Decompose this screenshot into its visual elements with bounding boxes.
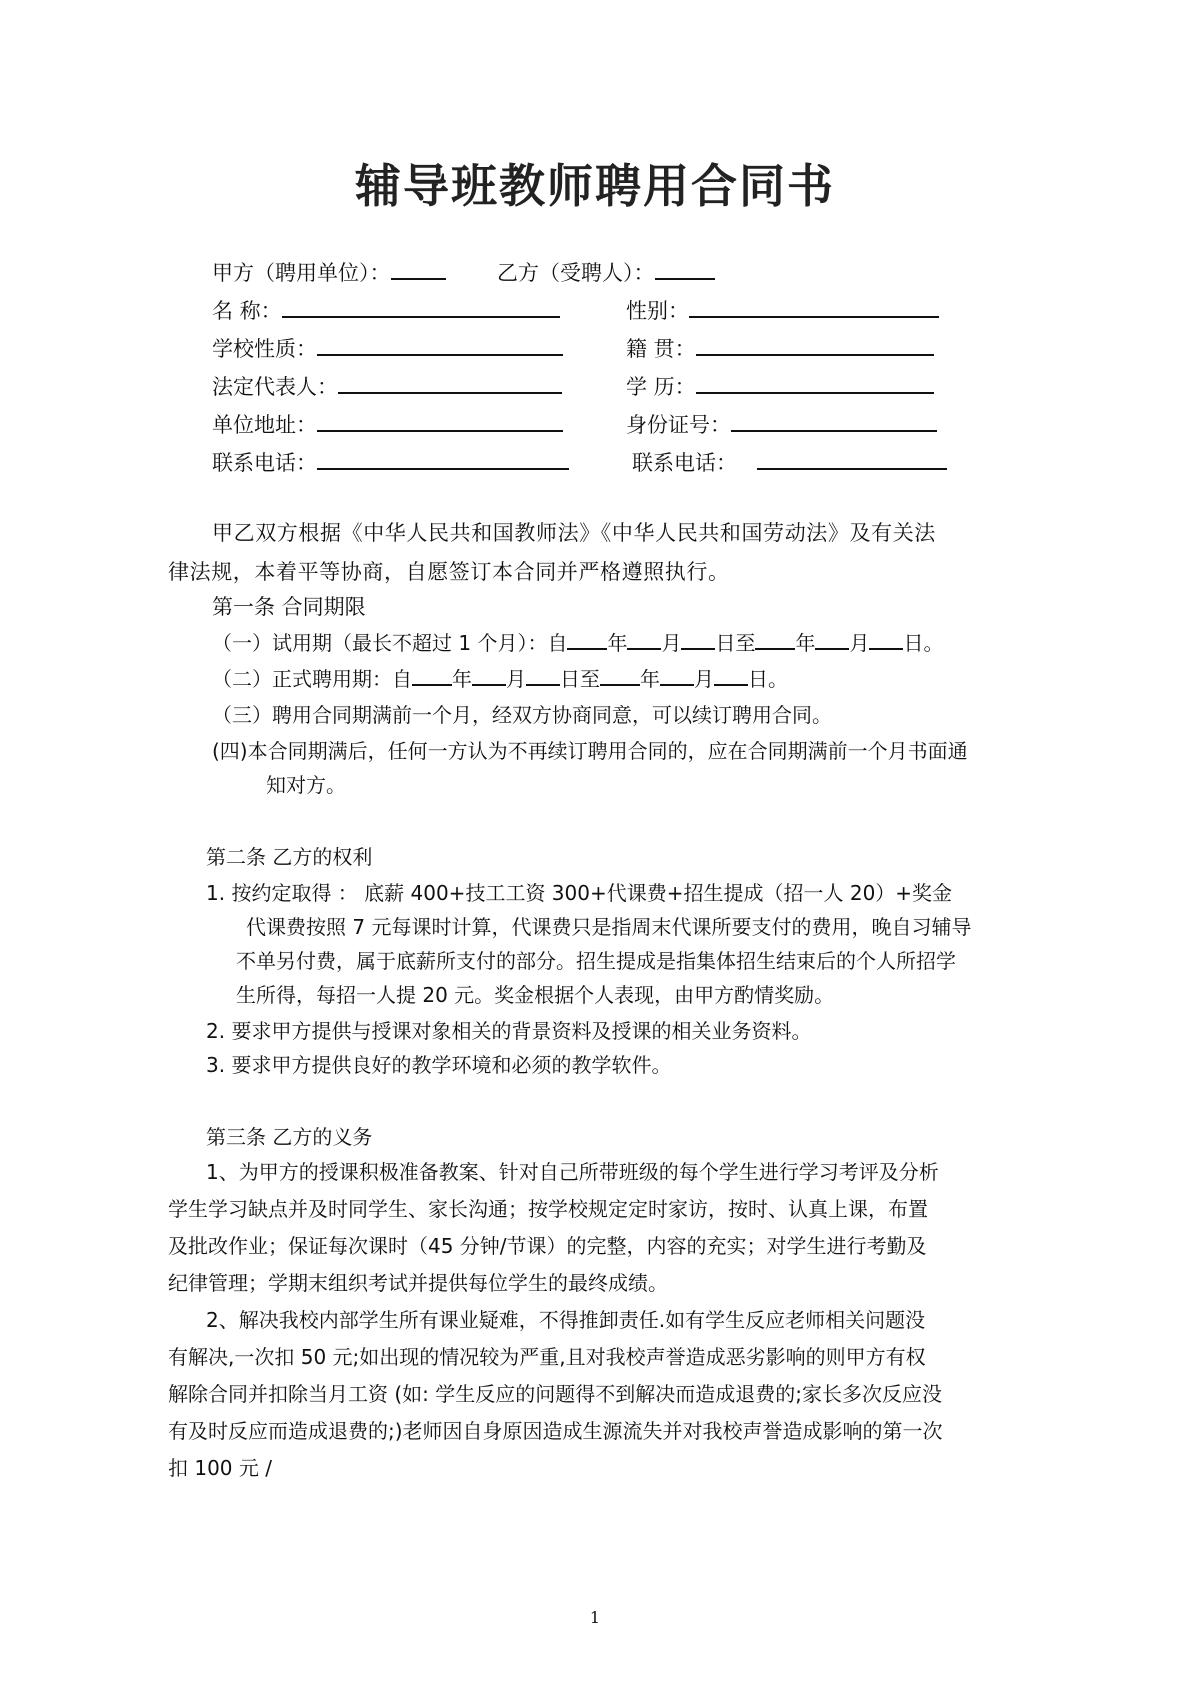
- year-word: 年: [795, 631, 816, 655]
- party-a-label: [212, 258, 446, 288]
- field-school-type-blank[interactable]: [317, 334, 563, 356]
- article1-item3: （三）聘用合同期满前一个月，经双方协商同意，可以续订聘用合同。: [212, 703, 832, 727]
- article2-item1: 1. 按约定取得 ： 底薪 400+技工工资 300+代课费+招生提成（招一人 20）+奖金: [206, 881, 953, 905]
- intro-paragraph: 甲乙双方根据《中华人民共和国教师法》《中华人民共和国劳动法》及有关法律法规，本着平等协商，自愿签订本合同并严格遵照执行。: [168, 521, 936, 584]
- field-address-blank[interactable]: [317, 410, 563, 432]
- month-word: 月: [506, 667, 526, 691]
- party-a-blank[interactable]: [391, 258, 446, 280]
- field-school-type: [212, 334, 563, 364]
- party-b-blank[interactable]: [655, 258, 715, 280]
- article3-heading: 第三条 乙方的义务: [206, 1125, 373, 1149]
- article2-item1-detail-3: 生所得，每招一人提 20 元。奖金根据个人表现，由甲方酌情奖励。: [236, 983, 835, 1007]
- month-word: 月: [661, 631, 682, 655]
- formal-start-year-blank[interactable]: [412, 664, 452, 686]
- party-b-label: [497, 258, 715, 288]
- formal-end-month-blank[interactable]: [660, 664, 694, 686]
- article2-item3: 3. 要求甲方提供良好的教学环境和必须的教学软件。: [206, 1053, 672, 1077]
- article1-heading: 第一条 合同期限: [212, 595, 366, 619]
- article2-item1-detail-1: 代课费按照 7 元每课时计算，代课费只是指周末代课所要支付的费用，晚自习辅导: [246, 915, 972, 939]
- article3-paragraph-1: 1、为甲方的授课积极准备教案、针对自己所带班级的每个学生进行学习考评及分析学生学习缺点并及时同学生、家长沟通；按学校规定定时家访，按时、认真上课，布置及批改作业；保证每次课时（45 分钟/节课）的完整，内容的充实；对学生进行考勤及纪律管理；学期末组织考试并提供每位学生的最终成绩。: [168, 1160, 939, 1295]
- field-address: [212, 410, 563, 440]
- article1-item2: [212, 664, 788, 694]
- day-end-word: 日。: [903, 631, 944, 655]
- probation-end-year-blank[interactable]: [755, 628, 795, 650]
- field-name: [212, 296, 560, 326]
- field-address-label: 单位地址：: [212, 413, 317, 437]
- field-phone-b-blank[interactable]: [757, 448, 947, 470]
- formal-start-day-blank[interactable]: [526, 664, 560, 686]
- formal-end-day-blank[interactable]: [714, 664, 748, 686]
- field-gender-blank[interactable]: [689, 296, 939, 318]
- field-education: [626, 372, 934, 402]
- month-word: 月: [849, 631, 870, 655]
- field-legal-rep-blank[interactable]: [338, 372, 562, 394]
- field-native-place-blank[interactable]: [696, 334, 934, 356]
- field-name-label: 名 称：: [212, 299, 282, 323]
- field-education-label: 学 历：: [626, 375, 696, 399]
- field-phone-a: [212, 448, 569, 478]
- day-end-word: 日。: [748, 667, 788, 691]
- formal-start-month-blank[interactable]: [472, 664, 506, 686]
- field-phone-b: [632, 448, 947, 478]
- article2-item2: 2. 要求甲方提供与授课对象相关的背景资料及授课的相关业务资料。: [206, 1019, 812, 1043]
- party-a-text: 甲方（聘用单位）：: [212, 261, 391, 285]
- probation-end-day-blank[interactable]: [869, 628, 903, 650]
- probation-end-month-blank[interactable]: [815, 628, 849, 650]
- article1-item4-line1: (四)本合同期满后，任何一方认为不再续订聘用合同的，应在合同期满前一个月书面通: [212, 739, 968, 763]
- field-id-number: [626, 410, 937, 440]
- day-to-word: 日至: [715, 631, 756, 655]
- article1-item2-text: （二）正式聘用期：自: [212, 667, 412, 691]
- year-word: 年: [640, 667, 660, 691]
- field-name-blank[interactable]: [282, 296, 560, 318]
- field-phone-a-label: 联系电话：: [212, 451, 317, 475]
- field-gender: [626, 296, 939, 326]
- page-title: 辅导班教师聘用合同书: [355, 159, 835, 213]
- probation-start-day-blank[interactable]: [681, 628, 715, 650]
- field-phone-b-label: 联系电话：: [632, 451, 737, 475]
- article3-paragraph-2: 2、解决我校内部学生所有课业疑难，不得推卸责任.如有学生反应老师相关问题没有解决,一次扣 50 元;如出现的情况较为严重,且对我校声誉造成恶劣影响的则甲方有权解除合同并扣除当月工资 (如: 学生反应的问题得不到解决而造成退费的;家长多次反应没有及时反应而造成退费的;)老师因自身原因造成生源流失并对我校声誉造成影响的第一次扣 100 元 /: [168, 1308, 943, 1480]
- field-legal-rep: [212, 372, 562, 402]
- probation-start-month-blank[interactable]: [627, 628, 661, 650]
- day-to-word: 日至: [560, 667, 600, 691]
- probation-start-year-blank[interactable]: [567, 628, 607, 650]
- year-word: 年: [452, 667, 472, 691]
- year-word: 年: [607, 631, 628, 655]
- article2-item1-detail-2: 不单另付费，属于底薪所支付的部分。招生提成是指集体招生结束后的个人所招学: [236, 949, 956, 973]
- party-b-text: 乙方（受聘人）：: [497, 261, 655, 285]
- formal-end-year-blank[interactable]: [600, 664, 640, 686]
- field-gender-label: 性别：: [626, 299, 689, 323]
- article1-item1-text: （一）试用期（最长不超过 1 个月）：自: [212, 631, 568, 655]
- field-legal-rep-label: 法定代表人：: [212, 375, 338, 399]
- field-native-place: [626, 334, 934, 364]
- article2-heading: 第二条 乙方的权利: [206, 845, 373, 869]
- field-id-number-label: 身份证号：: [626, 413, 731, 437]
- field-phone-a-blank[interactable]: [317, 448, 569, 470]
- field-native-place-label: 籍 贯：: [626, 337, 696, 361]
- month-word: 月: [694, 667, 714, 691]
- article1-item1: [212, 628, 943, 658]
- field-education-blank[interactable]: [696, 372, 934, 394]
- field-id-number-blank[interactable]: [731, 410, 937, 432]
- article1-item4-line2: 知对方。: [266, 773, 346, 797]
- field-school-type-label: 学校性质：: [212, 337, 317, 361]
- page-number: 1: [589, 1608, 601, 1627]
